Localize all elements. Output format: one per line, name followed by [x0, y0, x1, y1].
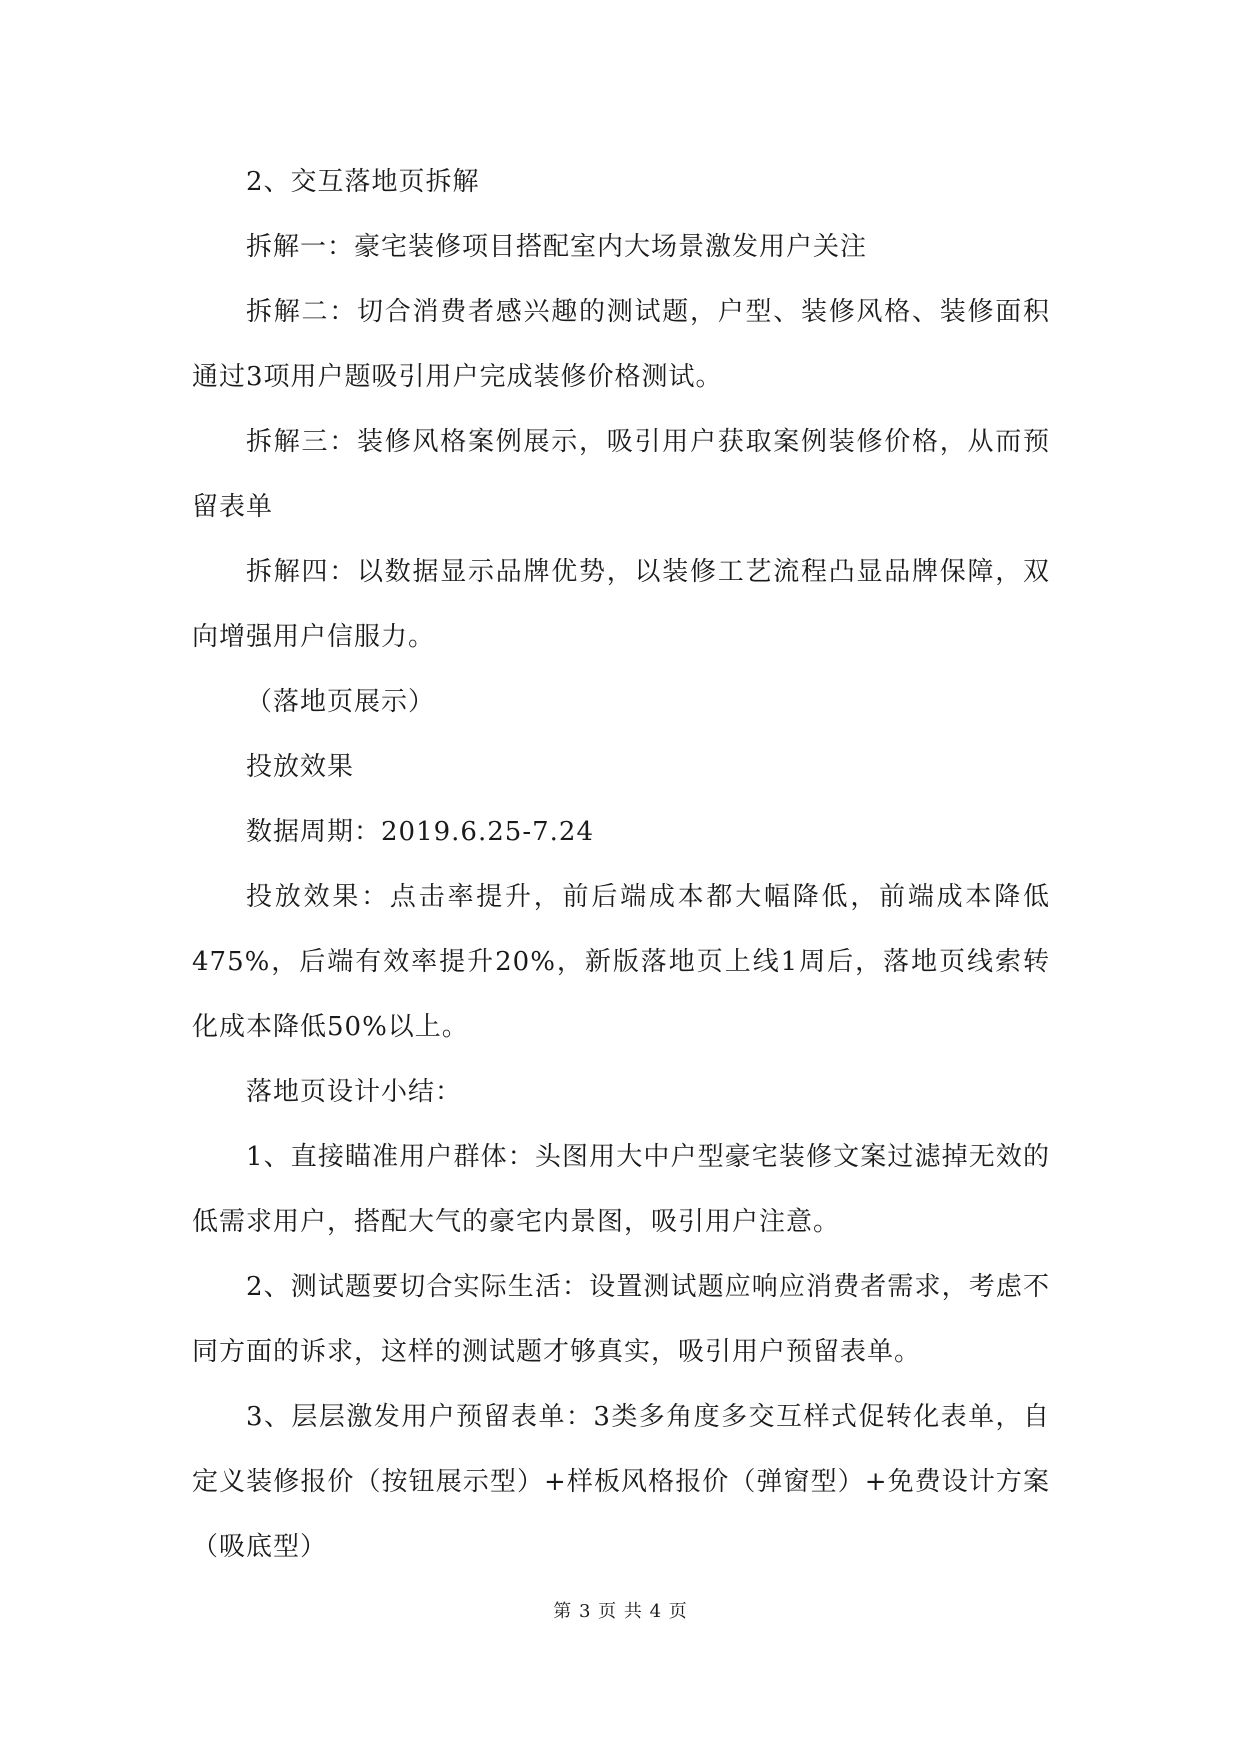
results-heading: 投放效果 [246, 752, 355, 782]
breakdown-two: 拆解二：切合消费者感兴趣的测试题，户型、装修风格、装修面积通过3项用户题吸引用户完成装修价格测试。 [192, 297, 1050, 392]
summary-point-3: 3、层层激发用户预留表单：3类多角度多交互样式促转化表单，自定义装修报价（按钮展示型）+样板风格报价（弹窗型）+免费设计方案（吸底型） [192, 1402, 1050, 1562]
data-period: 数据周期：2019.6.25-7.24 [246, 817, 594, 847]
page-number: 第 3 页 共 4 页 [553, 1601, 688, 1622]
summary-heading: 落地页设计小结： [246, 1077, 463, 1107]
breakdown-four: 拆解四：以数据显示品牌优势，以装修工艺流程凸显品牌保障，双向增强用户信服力。 [192, 557, 1050, 652]
landing-page-note: （落地页展示） [246, 687, 436, 717]
document-body [192, 150, 1050, 1580]
section-heading: 2、交互落地页拆解 [246, 167, 480, 197]
summary-point-1: 1、直接瞄准用户群体：头图用大中户型豪宅装修文案过滤掉无效的低需求用户，搭配大气的豪宅内景图，吸引用户注意。 [192, 1142, 1050, 1237]
breakdown-three: 拆解三：装修风格案例展示，吸引用户获取案例装修价格，从而预留表单 [192, 427, 1050, 522]
breakdown-one: 拆解一：豪宅装修项目搭配室内大场景激发用户关注 [246, 232, 868, 262]
page-footer [0, 1597, 1241, 1623]
results-paragraph: 投放效果：点击率提升，前后端成本都大幅降低，前端成本降低475%，后端有效率提升20%，新版落地页上线1周后，落地页线索转化成本降低50%以上。 [192, 882, 1050, 1042]
summary-point-2: 2、测试题要切合实际生活：设置测试题应响应消费者需求，考虑不同方面的诉求，这样的测试题才够真实，吸引用户预留表单。 [192, 1272, 1050, 1367]
